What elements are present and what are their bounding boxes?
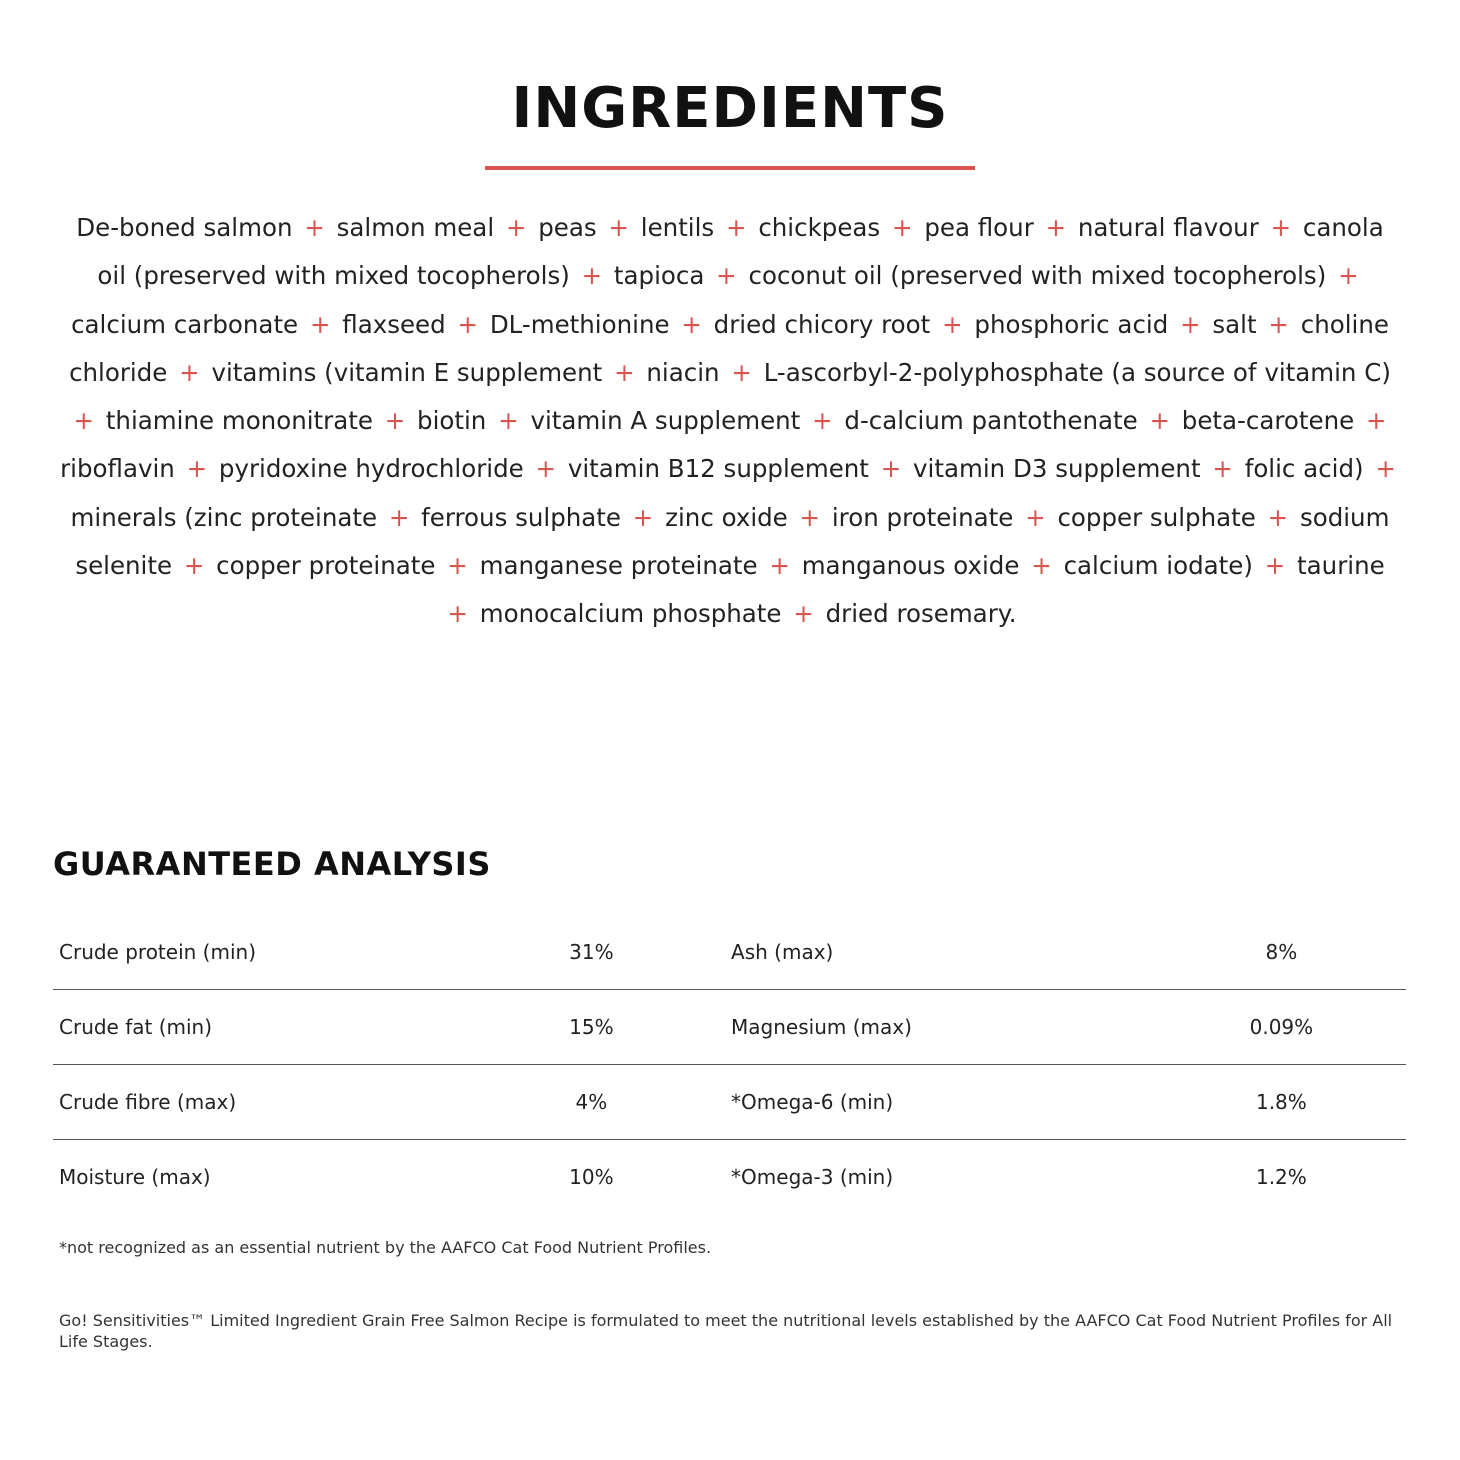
- column-spacer: [687, 1065, 731, 1140]
- plus-separator: +: [186, 454, 208, 484]
- plus-separator: +: [1270, 213, 1292, 242]
- ingredient-item: vitamin B12 supplement: [567, 454, 869, 484]
- plus-separator: +: [505, 213, 527, 242]
- ingredient-item: folic acid): [1244, 454, 1364, 484]
- plus-separator: +: [614, 357, 635, 387]
- ingredient-item: copper proteinate: [216, 551, 436, 581]
- plus-separator: +: [304, 213, 325, 242]
- ingredient-item: sodium selenite: [75, 502, 1390, 581]
- plus-separator: +: [179, 357, 200, 387]
- ingredient-item: zinc oxide: [665, 502, 788, 532]
- analysis-row: [53, 915, 1406, 990]
- plus-separator: +: [891, 213, 913, 242]
- title-underline: [485, 166, 975, 170]
- plus-separator: +: [1212, 454, 1233, 484]
- plus-separator: +: [880, 454, 902, 484]
- aafco-statement: Go! Sensitivities™ Limited Ingredient Grain Free Salmon Recipe is formulated to meet the nutritional levels established by the AAFCO Cat Food Nutrient Profiles for All Life Stages.: [59, 1311, 1393, 1351]
- plus-separator: +: [498, 406, 519, 436]
- plus-separator: +: [1025, 502, 1046, 532]
- ingredient-item: biotin: [417, 406, 487, 436]
- ingredient-item: vitamin A supplement: [530, 406, 801, 436]
- analysis-row: [53, 1140, 1406, 1215]
- ingredient-item: thiamine mononitrate: [105, 406, 373, 436]
- plus-separator: +: [1338, 261, 1359, 291]
- plus-separator: +: [309, 309, 331, 339]
- plus-separator: +: [725, 213, 747, 242]
- ingredient-item: vitamin D3 supplement: [913, 454, 1201, 484]
- ingredient-item: iron proteinate: [831, 502, 1014, 532]
- ingredient-item: canola oil (preserved with mixed tocopherols): [97, 213, 1384, 291]
- ingredient-item: pea flour: [924, 213, 1034, 242]
- plus-separator: +: [1268, 309, 1289, 339]
- plus-separator: +: [73, 406, 95, 436]
- plus-separator: +: [447, 599, 468, 629]
- ingredient-item: salmon meal: [336, 213, 495, 242]
- plus-separator: +: [1031, 551, 1052, 581]
- plus-separator: +: [1180, 309, 1201, 339]
- ingredient-item: flaxseed: [342, 309, 446, 339]
- ingredient-item: calcium carbonate: [71, 309, 299, 339]
- ingredient-item: DL-methionine: [489, 309, 670, 339]
- ingredient-item: niacin: [646, 357, 720, 387]
- ingredient-item: natural flavour: [1077, 213, 1259, 242]
- nutrient-value: 1.8%: [1255, 1090, 1307, 1114]
- ingredient-item: chickpeas: [758, 213, 881, 242]
- column-spacer: [687, 990, 731, 1065]
- analysis-table: [53, 915, 1406, 1214]
- plus-separator: +: [581, 261, 603, 291]
- ingredient-item: manganese proteinate: [479, 551, 758, 581]
- plus-separator: +: [812, 406, 833, 436]
- ingredient-item: ferrous sulphate: [421, 502, 621, 532]
- ingredient-item: calcium iodate): [1063, 551, 1253, 581]
- plus-separator: +: [457, 309, 479, 339]
- ingredient-item: manganous oxide: [801, 551, 1020, 581]
- ingredient-item: minerals (zinc proteinate: [70, 502, 378, 532]
- plus-separator: +: [447, 551, 468, 581]
- plus-separator: +: [1045, 213, 1067, 242]
- plus-separator: +: [681, 309, 702, 339]
- ingredient-item: beta-carotene: [1181, 406, 1355, 436]
- ingredient-item: dried rosemary.: [825, 599, 1017, 629]
- plus-separator: +: [942, 309, 963, 339]
- footnote: *not recognized as an essential nutrient by the AAFCO Cat Food Nutrient Profiles.: [59, 1238, 712, 1257]
- column-spacer: [687, 1140, 731, 1215]
- analysis-title: GUARANTEED ANALYSIS: [53, 845, 491, 883]
- ingredient-item: monocalcium phosphate: [479, 599, 782, 629]
- plus-separator: +: [1375, 454, 1396, 484]
- ingredient-item: L-ascorbyl-2-polyphosphate (a source of vitamin C): [763, 357, 1391, 387]
- nutrient-value: 31%: [569, 940, 614, 964]
- plus-separator: +: [799, 502, 821, 532]
- ingredient-item: lentils: [640, 213, 715, 242]
- ingredient-item: tapioca: [613, 261, 705, 291]
- ingredient-item: taurine: [1297, 551, 1385, 581]
- plus-separator: +: [384, 406, 406, 436]
- nutrient-label: *Omega-6 (min): [731, 1090, 894, 1114]
- ingredients-title: INGREDIENTS: [511, 76, 949, 141]
- nutrient-value: 0.09%: [1249, 1015, 1314, 1039]
- nutrient-label: Crude fat (min): [59, 1015, 213, 1039]
- nutrient-value: 4%: [575, 1090, 608, 1114]
- nutrient-label: Crude protein (min): [59, 940, 256, 964]
- plus-separator: +: [769, 551, 790, 581]
- plus-separator: +: [793, 599, 814, 629]
- ingredient-item: d-calcium pantothenate: [844, 406, 1138, 436]
- ingredient-item: salt: [1212, 309, 1257, 339]
- ingredient-item: choline chloride: [69, 309, 1389, 387]
- ingredient-item: peas: [538, 213, 597, 242]
- plus-separator: +: [731, 357, 752, 387]
- column-spacer: [687, 915, 731, 990]
- nutrient-label: Magnesium (max): [731, 1015, 912, 1039]
- nutrient-value: 10%: [569, 1165, 614, 1189]
- plus-separator: +: [716, 261, 737, 291]
- nutrient-label: *Omega-3 (min): [731, 1165, 894, 1189]
- plus-separator: +: [535, 454, 557, 484]
- nutrient-label: Moisture (max): [59, 1165, 211, 1189]
- plus-separator: +: [632, 502, 654, 532]
- ingredient-item: copper sulphate: [1057, 502, 1256, 532]
- nutrient-value: 8%: [1265, 940, 1298, 964]
- ingredient-item: phosphoric acid: [974, 309, 1169, 339]
- plus-separator: +: [1267, 502, 1289, 532]
- ingredient-item: vitamins (vitamin E supplement: [211, 357, 603, 387]
- plus-separator: +: [1365, 406, 1387, 436]
- analysis-row: [53, 990, 1406, 1065]
- nutrient-label: Crude fibre (max): [59, 1090, 237, 1114]
- nutrient-label: Ash (max): [731, 940, 834, 964]
- ingredient-item: dried chicory root: [713, 309, 931, 339]
- plus-separator: +: [1264, 551, 1286, 581]
- ingredients-list: [60, 204, 1400, 639]
- plus-separator: +: [183, 551, 205, 581]
- nutrient-value: 1.2%: [1255, 1165, 1307, 1189]
- analysis-row: [53, 1065, 1406, 1140]
- ingredient-item: coconut oil (preserved with mixed tocopherols): [748, 261, 1327, 291]
- ingredient-item: riboflavin: [60, 454, 175, 484]
- plus-separator: +: [1149, 406, 1170, 436]
- plus-separator: +: [388, 502, 410, 532]
- nutrient-value: 15%: [569, 1015, 614, 1039]
- plus-separator: +: [608, 213, 629, 242]
- ingredient-item: De-boned salmon: [76, 213, 293, 242]
- ingredient-item: pyridoxine hydrochloride: [218, 454, 524, 484]
